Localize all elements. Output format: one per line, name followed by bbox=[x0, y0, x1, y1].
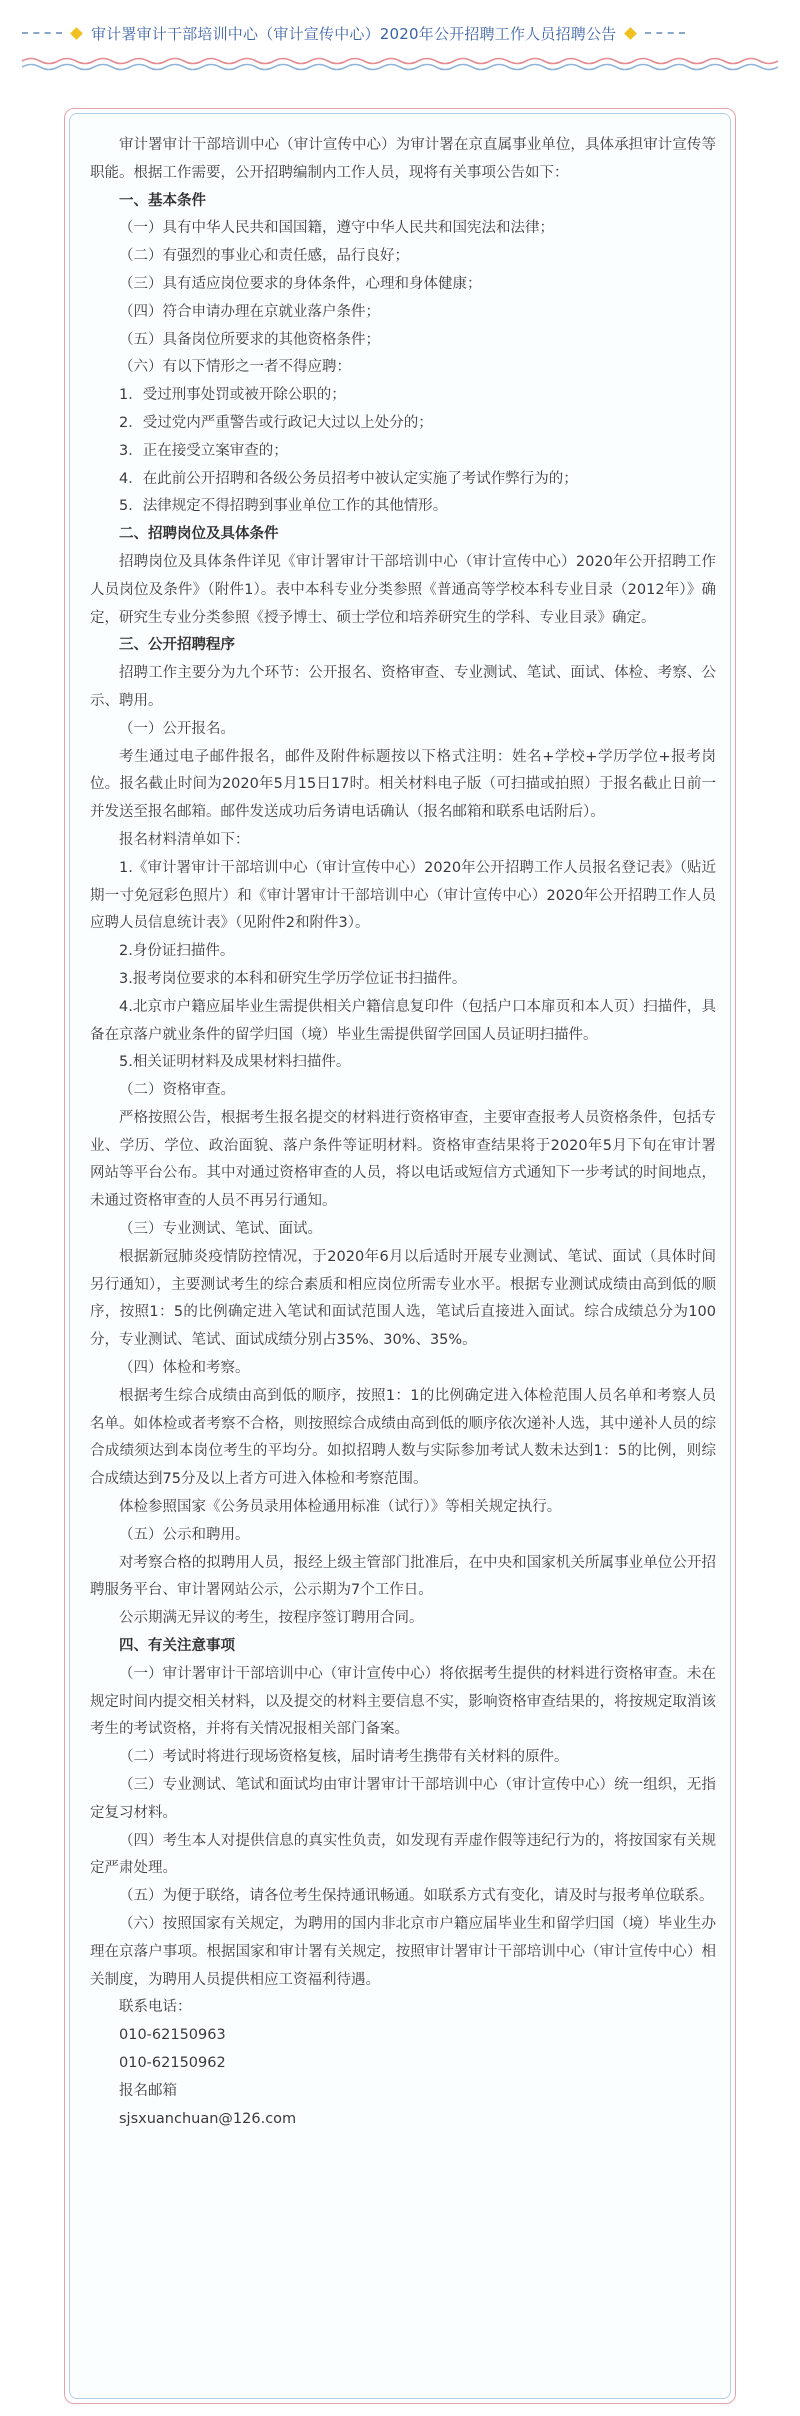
paragraph: 根据新冠肺炎疫情防控情况，于2020年6月以后适时开展专业测试、笔试、面试（具体时间另行通知），主要测试考生的综合素质和相应岗位所需专业水平。根据专业测试成绩由高到低的顺序，按照1：5的比例确定进入笔试和面试范围人选，笔试后直接进入面试。综合成绩总分为100分，专业测试、笔试、面试成绩分别占35%、30%、35%。 bbox=[90, 1248, 716, 1349]
list-item: （一）具有中华人民共和国国籍，遵守中华人民共和国宪法和法律； bbox=[119, 220, 554, 237]
paragraph: 招聘岗位及具体条件详见《审计署审计干部培训中心（审计宣传中心）2020年公开招聘工作人员岗位及条件》（附件1）。表中本科专业分类参照《普通高等学校本科专业目录（2012年）》确定，研究生专业分类参照《授予博士、硕士学位和培养研究生的学科、专业目录》确定。 bbox=[90, 553, 716, 626]
phone-number[interactable]: 010-62150962 bbox=[119, 2054, 226, 2071]
list-item: （六）有以下情形之一者不得应聘： bbox=[119, 359, 351, 376]
paragraph: 根据考生综合成绩由高到低的顺序，按照1：1的比例确定进入体检范围人员名单和考察人员名单。如体检或者考察不合格，则按照综合成绩由高到低的顺序依次递补人选，其中递补人员的综合成绩须达到本岗位考生的平均分。如拟招聘人数与实际参加考试人数未达到1：5的比例，则综合成绩达到75分及以上者方可进入体检和考察范围。 bbox=[90, 1387, 716, 1488]
paragraph: 考生通过电子邮件报名，邮件及附件标题按以下格式注明：姓名+学校+学历学位+报考岗位。报名截止时间为2020年5月15日17时。相关材料电子版（可扫描或拍照）于报名截止日前一并发送至报名邮箱。邮件发送成功后务请电话确认（报名邮箱和联系电话附后）。 bbox=[90, 748, 716, 821]
section-heading-3: 三、公开招聘程序 bbox=[119, 637, 235, 654]
list-item: （三）专业测试、笔试和面试均由审计署审计干部培训中心（审计宣传中心）统一组织，无指定复习材料。 bbox=[90, 1777, 716, 1821]
paragraph: 招聘工作主要分为九个环节：公开报名、资格审查、专业测试、笔试、面试、体检、考察、公示、聘用。 bbox=[90, 665, 716, 709]
list-item: 5.相关证明材料及成果材料扫描件。 bbox=[119, 1054, 351, 1071]
wave-divider bbox=[22, 56, 778, 72]
list-item: 2.身份证扫描件。 bbox=[119, 943, 235, 960]
page-header bbox=[0, 0, 800, 70]
subsection-title: （五）公示和聘用。 bbox=[119, 1526, 250, 1543]
intro-paragraph: 审计署审计干部培训中心（审计宣传中心）为审计署在京直属事业单位，具体承担审计宣传等职能。根据工作需要，公开招聘编制内工作人员，现将有关事项公告如下： bbox=[90, 137, 716, 181]
diamond-icon bbox=[625, 27, 638, 40]
list-item: （五）为便于联络，请各位考生保持通讯畅通。如联系方式有变化，请及时与报考单位联系。 bbox=[119, 1888, 714, 1905]
paragraph: 对考察合格的拟聘用人员，报经上级主管部门批准后，在中央和国家机关所属事业单位公开招聘服务平台、审计署网站公示，公示期为7个工作日。 bbox=[90, 1554, 716, 1599]
page-title: 审计署审计干部培训中心（审计宣传中心）2020年公开招聘工作人员招聘公告 bbox=[91, 24, 617, 43]
announcement-card bbox=[64, 108, 736, 2404]
list-item: 5．法律规定不得招聘到事业单位工作的其他情形。 bbox=[119, 498, 448, 515]
list-item: 1.《审计署审计干部培训中心（审计宣传中心）2020年公开招聘工作人员报名登记表》（贴近期一寸免冠彩色照片）和《审计署审计干部培训中心（审计宣传中心）2020年公开招聘工作人员应聘人员信息统计表》（见附件2和附件3）。 bbox=[90, 859, 716, 932]
list-item: 2．受过党内严重警告或行政记大过以上处分的； bbox=[119, 414, 433, 431]
list-item: （五）具备岗位所要求的其他资格条件； bbox=[119, 331, 380, 348]
contact-label: 联系电话： bbox=[119, 1999, 192, 2016]
subsection-title: （一）公开报名。 bbox=[119, 720, 235, 737]
section-heading-4: 四、有关注意事项 bbox=[119, 1638, 235, 1655]
list-item: （四）考生本人对提供信息的真实性负责，如发现有弄虚作假等违纪行为的，将按国家有关规定严肃处理。 bbox=[90, 1832, 716, 1877]
list-item: 1．受过刑事处罚或被开除公职的； bbox=[119, 387, 346, 404]
list-item: 4.北京市户籍应届毕业生需提供相关户籍信息复印件（包括户口本扉页和本人页）扫描件，具备在京落户就业条件的留学归国（境）毕业生需提供留学回国人员证明扫描件。 bbox=[90, 998, 716, 1043]
list-item: （四）符合申请办理在京就业落户条件； bbox=[119, 303, 380, 320]
list-item: 3．正在接受立案审查的； bbox=[119, 442, 288, 459]
section-heading-2: 二、招聘岗位及具体条件 bbox=[119, 526, 279, 543]
paragraph: 严格按照公告，根据考生报名提交的材料进行资格审查，主要审查报考人员资格条件，包括专业、学历、学位、政治面貌、落户条件等证明材料。资格审查结果将于2020年5月下旬在审计署网站等平台公布。其中对通过资格审查的人员，将以电话或短信方式通知下一步考试的时间地点，未通过资格审查的人员不再另行通知。 bbox=[90, 1109, 716, 1210]
subsection-title: 报名材料清单如下： bbox=[119, 831, 250, 848]
list-item: （一）审计署审计干部培训中心（审计宣传中心）将依据考生提供的材料进行资格审查。未在规定时间内提交相关材料，以及提交的材料主要信息不实，影响资格审查结果的，将按规定取消该考生的考试资格，并将有关情况报相关部门备案。 bbox=[90, 1665, 716, 1738]
subsection-title: （四）体检和考察。 bbox=[119, 1360, 250, 1377]
email-address[interactable]: sjsxuanchuan@126.com bbox=[119, 2110, 297, 2127]
email-label: 报名邮箱 bbox=[119, 2082, 177, 2099]
title-row bbox=[22, 22, 778, 44]
dashed-line-left bbox=[22, 32, 62, 34]
list-item: 3.报考岗位要求的本科和研究生学历学位证书扫描件。 bbox=[119, 970, 467, 987]
phone-number[interactable]: 010-62150963 bbox=[119, 2027, 226, 2044]
diamond-icon bbox=[70, 27, 83, 40]
subsection-title: （二）资格审查。 bbox=[119, 1082, 235, 1099]
announcement-content bbox=[90, 132, 716, 2133]
list-item: （二）有强烈的事业心和责任感，品行良好； bbox=[119, 248, 409, 265]
paragraph: 体检参照国家《公务员录用体检通用标准（试行）》等相关规定执行。 bbox=[119, 1499, 562, 1516]
subsection-title: （三）专业测试、笔试、面试。 bbox=[119, 1221, 322, 1238]
list-item: 4．在此前公开招聘和各级公务员招考中被认定实施了考试作弊行为的； bbox=[119, 470, 578, 487]
list-item: （二）考试时将进行现场资格复核，届时请考生携带有关材料的原件。 bbox=[119, 1749, 569, 1766]
announcement-card-inner bbox=[69, 113, 731, 2399]
dashed-line-right bbox=[645, 32, 685, 34]
section-heading-1: 一、基本条件 bbox=[119, 192, 206, 209]
paragraph: 公示期满无异议的考生，按程序签订聘用合同。 bbox=[119, 1610, 424, 1627]
list-item: （三）具有适应岗位要求的身体条件，心理和身体健康； bbox=[119, 275, 482, 292]
list-item: （六）按照国家有关规定，为聘用的国内非北京市户籍应届毕业生和留学归国（境）毕业生办理在京落户事项。根据国家和审计署有关规定，按照审计署审计干部培训中心（审计宣传中心）相关制度，为聘用人员提供相应工资福利待遇。 bbox=[90, 1916, 716, 1988]
